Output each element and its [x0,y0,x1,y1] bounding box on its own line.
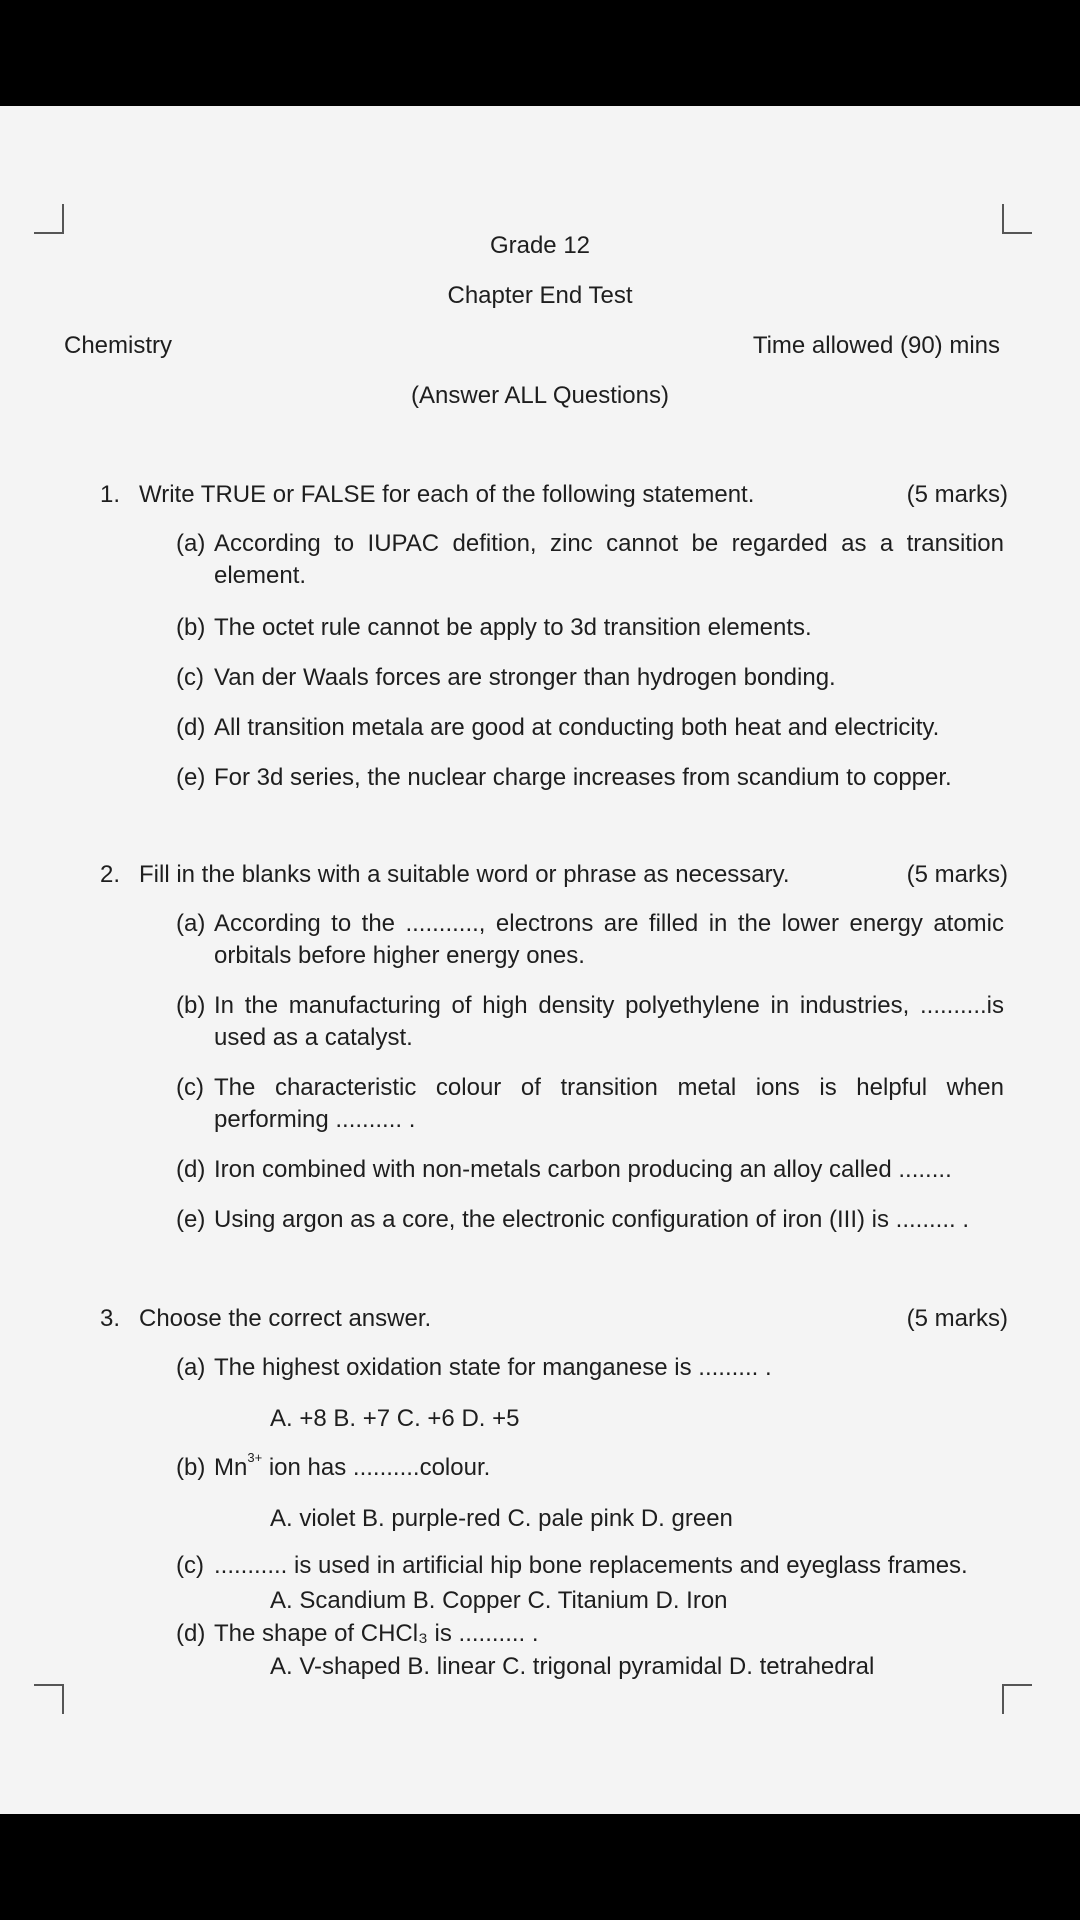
grade-title: Grade 12 [489,232,591,259]
q2-item-b [176,990,1004,1054]
question-1-number: 1. [100,481,121,508]
q3-item-d [176,1618,1004,1650]
item-text: In the manufacturing of high density polyethylene in industries, ..........is used as a catalyst. [214,992,1004,1051]
q1-item-a [176,528,1004,592]
item-text: Using argon as a core, the electronic configuration of iron (III) is ......... . [214,1206,970,1233]
instruction: (Answer ALL Questions) [411,382,669,409]
q1-item-b [176,612,1004,644]
item-label: (a) [176,910,206,937]
q3-item-c [176,1550,1004,1582]
question-2-text: Fill in the blanks with a suitable word or phrase as necessary. [139,861,790,888]
item-label: (e) [176,1206,206,1233]
crop-mark-bottom-left [34,1684,64,1714]
q1-item-d [176,712,1004,744]
item-label: (e) [176,764,206,791]
question-3-marks: (5 marks) [906,1305,1008,1332]
item-label: (b) [176,1454,206,1481]
item-label: (d) [176,714,206,741]
crop-mark-bottom-right [1002,1684,1032,1714]
item-text: ........... is used in artificial hip bone replacements and eyeglass frames. [214,1552,968,1579]
q3-d-options: A. V-shaped B. linear C. trigonal pyramidal D. tetrahedral [270,1653,875,1680]
q2-item-c [176,1072,1004,1136]
item-label: (d) [176,1156,206,1183]
question-2-number: 2. [100,861,121,888]
ion-charge: 3+ [247,1450,263,1465]
q2-item-e [176,1204,1004,1236]
item-text: The shape of CHCl₃ is .......... . [214,1620,539,1647]
item-text: For 3d series, the nuclear charge increases from scandium to copper. [214,764,952,791]
item-text-wrap [214,1452,1004,1484]
item-text: The characteristic colour of transition metal ions is helpful when performing .......... . [214,1074,1004,1133]
ion-symbol: Mn [214,1454,248,1481]
item-text: The highest oxidation state for manganese is ......... . [214,1354,772,1381]
item-text: All transition metala are good at conducting both heat and electricity. [214,714,940,741]
q3-a-options: A. +8 B. +7 C. +6 D. +5 [270,1405,520,1432]
q3-item-a [176,1352,1004,1384]
question-2-marks: (5 marks) [906,861,1008,888]
test-title: Chapter End Test [447,282,633,309]
subject-label: Chemistry [64,332,173,359]
item-label: (b) [176,992,206,1019]
item-label: (c) [176,664,204,691]
item-label: (b) [176,614,206,641]
q3-c-options: A. Scandium B. Copper C. Titanium D. Iron [270,1587,728,1614]
question-1-text: Write TRUE or FALSE for each of the following statement. [139,481,755,508]
question-3-text: Choose the correct answer. [139,1305,432,1332]
item-text: The octet rule cannot be apply to 3d transition elements. [214,614,812,641]
time-allowed: Time allowed (90) mins [752,332,1000,359]
item-text: Van der Waals forces are stronger than hydrogen bonding. [214,664,836,691]
item-label: (d) [176,1620,206,1647]
q1-item-e [176,762,1004,794]
item-label: (c) [176,1074,204,1101]
q2-item-a [176,908,1004,972]
question-1-marks: (5 marks) [906,481,1008,508]
crop-mark-top-left [34,204,64,234]
item-text: According to the ..........., electrons are filled in the lower energy atomic orbitals before higher energy ones. [214,910,1004,969]
item-label: (c) [176,1552,204,1579]
q2-item-d [176,1154,1004,1186]
item-text: ion has ..........colour. [262,1454,491,1481]
q3-b-options: A. violet B. purple-red C. pale pink D. green [270,1505,733,1532]
item-label: (a) [176,530,206,557]
item-text: Iron combined with non-metals carbon producing an alloy called ........ [214,1156,952,1183]
question-3-number: 3. [100,1305,121,1332]
item-text: According to IUPAC defition, zinc cannot be regarded as a transition element. [214,530,1004,589]
item-label: (a) [176,1354,206,1381]
crop-mark-top-right [1002,204,1032,234]
q1-item-c [176,662,1004,694]
q3-item-b [176,1452,1004,1484]
exam-page [0,106,1080,1814]
